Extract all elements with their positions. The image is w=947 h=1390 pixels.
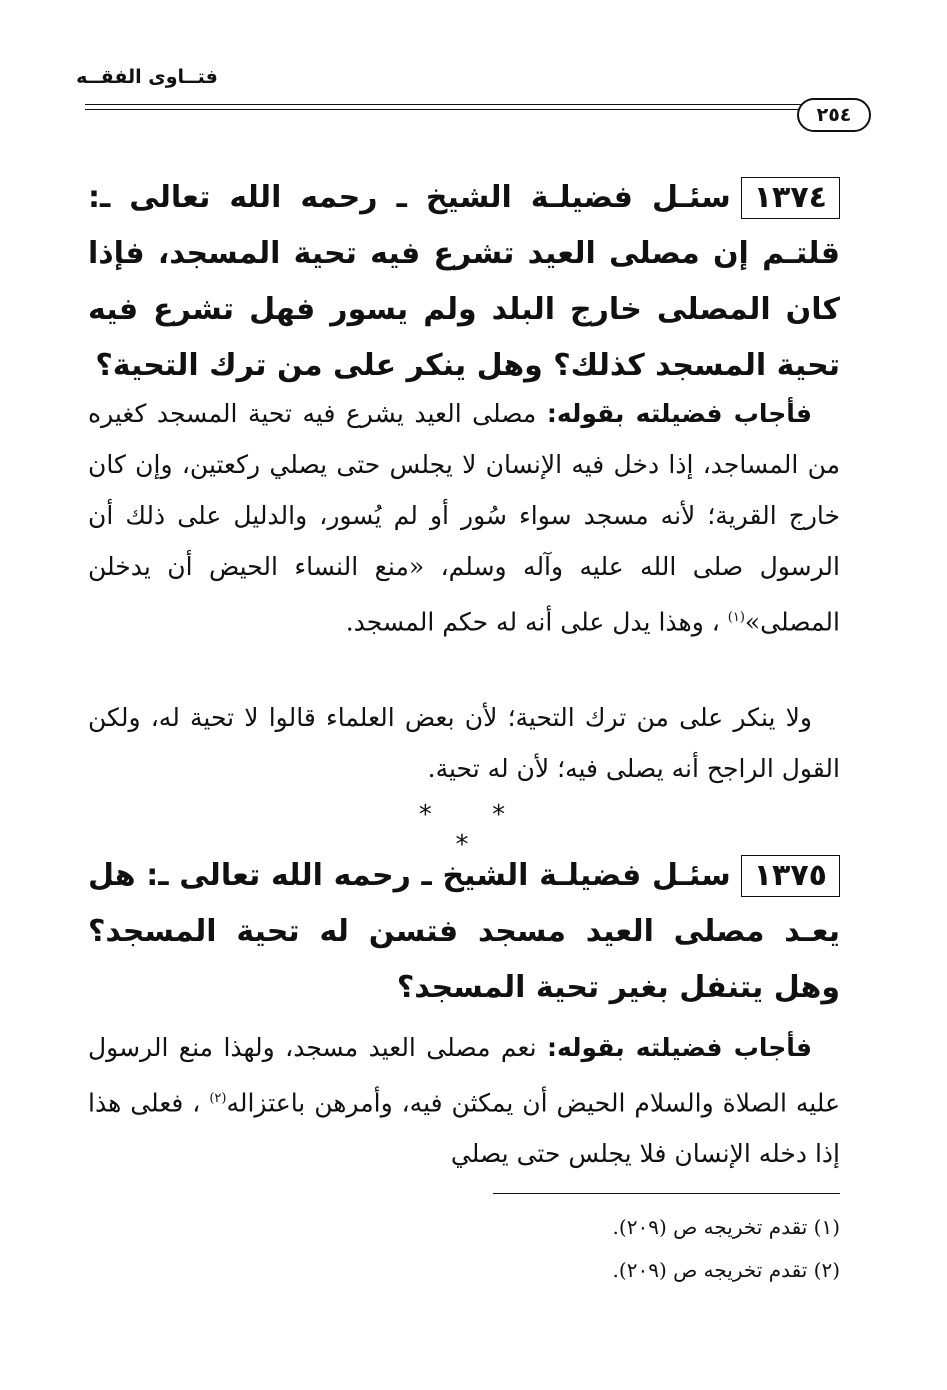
header-rule-top [85, 104, 845, 105]
answer-text-tail: ، وهذا يدل على أنه له حكم المسجد. [345, 607, 720, 637]
answer-text: مصلى العيد يشرع فيه تحية المسجد كغيره من المساجد، إذا دخل فيه الإنسان لا يجلس حتى يصلي ركعتين، وإن كان خارج القرية؛ لأنه مسجد سواء سُور أو لم يُسور، والدليل على ذلك أن الرسول صلى الله عليه وآله وسلم، «منع النساء الحيض أن يدخلن المصلى» [88, 399, 840, 637]
answer-lead: فأجاب فضيلته بقوله: [546, 1033, 812, 1062]
footnote-ref: (٢) [209, 1091, 227, 1106]
fatwa-number: ١٣٧٥ [741, 855, 840, 897]
question-1374 [88, 170, 840, 394]
footnote-2: (٢) تقدم تخريجه ص (٢٠٩). [612, 1258, 840, 1282]
section-separator: * * * [418, 800, 532, 860]
answer-1374-p2 [88, 692, 840, 794]
question-1375 [88, 848, 840, 1016]
footnote-1: (١) تقدم تخريجه ص (٢٠٩). [612, 1215, 840, 1239]
footnote-rule [493, 1193, 840, 1194]
running-title: فتــاوى الفقــه [76, 66, 218, 88]
answer-text-tail: ، فعلى هذا إذا دخله الإنسان فلا يجلس حتى يصلي [88, 1088, 840, 1169]
page-number: ٢٥٤ [797, 98, 871, 132]
answer-lead: فأجاب فضيلته بقوله: [546, 399, 812, 428]
header-rule-bottom [85, 109, 845, 110]
answer-1375-p1 [88, 1022, 840, 1179]
answer-1374-p1 [88, 388, 840, 647]
fatwa-number: ١٣٧٤ [741, 177, 840, 219]
question-text: سئـل فضيلـة الشيخ ـ رحمه الله تعالى ـ: هل يعـد مصلى العيد مسجد فتسن له تحية المسجد؟ وهل يتنفل بغير تحية المسجد؟ [88, 858, 840, 1005]
question-text: سئـل فضيلـة الشيخ ـ رحمه الله تعالى ـ: قلتـم إن مصلى العيد تشرع فيه تحية المسجد، فإذا كان المصلى خارج البلد ولم يسور فهل تشرع فيه تحية المسجد كذلك؟ وهل ينكر على من ترك التحية؟ [88, 180, 840, 383]
answer-text: ولا ينكر على من ترك التحية؛ لأن بعض العلماء قالوا لا تحية له، ولكن القول الراجح أنه يصلى فيه؛ لأن له تحية. [88, 703, 840, 783]
answer-text: نعم مصلى العيد مسجد، ولهذا منع الرسول عليه الصلاة والسلام الحيض أن يمكثن فيه، وأمرهن باعتزاله [88, 1033, 840, 1118]
footnote-ref: (١) [727, 610, 745, 625]
